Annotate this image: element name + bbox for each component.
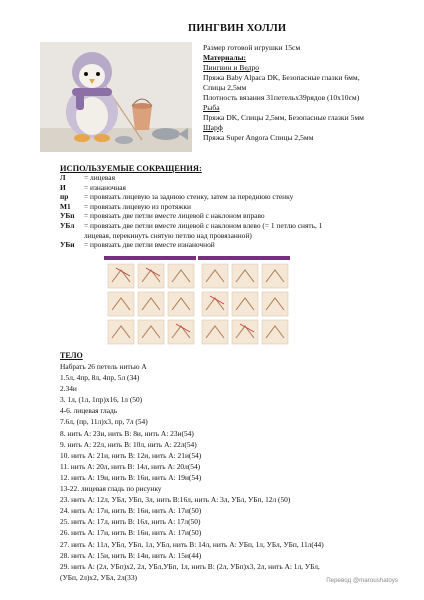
abbreviations-list [60, 173, 365, 250]
abbr-row [60, 240, 365, 250]
toy-size: Размер готовой игрушки 15см [203, 43, 301, 52]
fish-materials: Пряжа DK, Спицы 2,5мм, Безопасные глазки 5мм [203, 113, 364, 122]
abbr-key: УБл [60, 220, 75, 230]
abbr-key: УБп [60, 211, 75, 221]
body-instructions [60, 361, 370, 583]
instruction-row: 25. нить А: 17л, нить В: 16л, нить А: 17л(50) [60, 517, 201, 527]
abbr-text: = провязать две петли вместе лицевой с наклоном вправо [84, 211, 265, 221]
abbr-text: = изнаночная [84, 182, 126, 192]
section-heading-body: ТЕЛО [60, 351, 83, 360]
abbr-key: УБи [60, 240, 75, 250]
instruction-row: 13-22. лицевая гладь по рисунку [60, 484, 162, 494]
abbreviations-heading: ИСПОЛЬЗУЕМЫЕ СОКРАЩЕНИЯ: [60, 164, 202, 173]
materials-block [203, 43, 413, 143]
instruction-row: 9. нить А: 22л, нить В: 10л, нить А: 22л(54) [60, 439, 197, 449]
stitch-diagram-image [104, 256, 290, 350]
abbr-key: М1 [60, 201, 71, 211]
instruction-row: 12. нить А: 19и, нить В: 16и, нить А: 19и(54) [60, 472, 202, 482]
instruction-row: 2.34и [60, 384, 77, 394]
abbr-row [60, 211, 365, 221]
instruction-row: 23. нить А: 12л, УБл, УБп, 3л, нить В:16л, нить А: 3л, УБл, УБп, 12л (50) [60, 495, 291, 505]
group-heading-scarf: Шарф [203, 123, 223, 132]
instruction-row: 10. нить А: 21и, нить В: 12и, нить А: 21и(54) [60, 450, 202, 460]
abbr-row [60, 202, 365, 212]
abbr-row [60, 192, 365, 202]
abbr-key: пр [60, 192, 69, 202]
group-heading-penguin: Пингвин и Ведро [203, 63, 260, 72]
instruction-row: 8. нить А: 23и, нить В: 8и, нить А: 23и(54) [60, 428, 194, 438]
abbr-key: Л [60, 173, 66, 182]
gauge: Плотность вязания 31петельх39рядов (10х10см) [203, 93, 360, 102]
instruction-row: 11. нить А: 20л, нить В: 14л, нить А: 20л(54) [60, 461, 201, 471]
instruction-row: 7.6л, (пр, 11л)х3, пр, 7л (54) [60, 417, 148, 427]
abbr-row [60, 183, 365, 193]
instruction-row: (УБп, 2л)х2, УБл, 2л(33) [60, 572, 137, 582]
instruction-row: 4-6. лицевая гладь [60, 406, 118, 416]
abbr-text: = провязать лицевую из протяжки [84, 201, 191, 211]
abbr-text: лицевая, перекинуть снятую петлю над провязанной) [84, 230, 252, 240]
instruction-row: 28. нить А: 15и, нить В: 14и, нить А: 15и(44) [60, 550, 202, 560]
instruction-row: 29. нить А: (2л, УБп)х2, 2л, УБл,УБп, 1л, нить В: (2л, УБп)х3, 2л, нить А: 1л, УБл, [60, 561, 320, 571]
instruction-row: 1.5л, 4пр, 8л, 4пр, 5л (34) [60, 373, 140, 383]
materials-heading: Материалы: [203, 53, 247, 62]
abbr-text: = провязать две петли вместе изнаночной [84, 240, 215, 250]
abbr-row [60, 221, 365, 231]
penguin-photo [40, 42, 192, 152]
page-title: ПИНГВИН ХОЛЛИ [188, 23, 287, 34]
abbr-text: = провязать лицевую за заднюю стенку, затем за переднюю стенку [84, 192, 294, 202]
abbr-key: И [60, 182, 66, 192]
instruction-row: Набрать 26 петель нитью А [60, 362, 147, 371]
instruction-row: 27. нить А: 11л, УБл, УБп, 1л, УБл, нить В: 14л, нить А: УБп, 1л, УБл, УБп, 11л(44) [60, 539, 324, 549]
penguin-yarn: Пряжа Baby Alpaca DK, Безопасные глазки 6мм, [203, 73, 360, 82]
instruction-row: 26. нить А: 17и, нить В: 16и, нить А: 17и(50) [60, 528, 202, 538]
abbr-row-continuation [60, 231, 365, 241]
abbr-text: = лицевая [84, 173, 115, 182]
scarf-materials: Пряжа Super Angora Спицы 2,5мм [203, 133, 314, 142]
instruction-row: 24. нить А: 17и, нить В: 16и, нить А: 17и(50) [60, 506, 202, 516]
abbr-row [60, 173, 365, 183]
translation-credit: Перевод @maroushatoys [326, 577, 398, 584]
abbr-text: = провязать две петли вместе лицевой с наклоном влево (= 1 петлю снять, 1 [84, 220, 323, 230]
instruction-row: 3. 1л, (1л, 1пр)х16, 1л (50) [60, 395, 143, 405]
penguin-needles: Спицы 2,5мм [203, 83, 247, 92]
group-heading-fish: Рыба [203, 103, 220, 112]
